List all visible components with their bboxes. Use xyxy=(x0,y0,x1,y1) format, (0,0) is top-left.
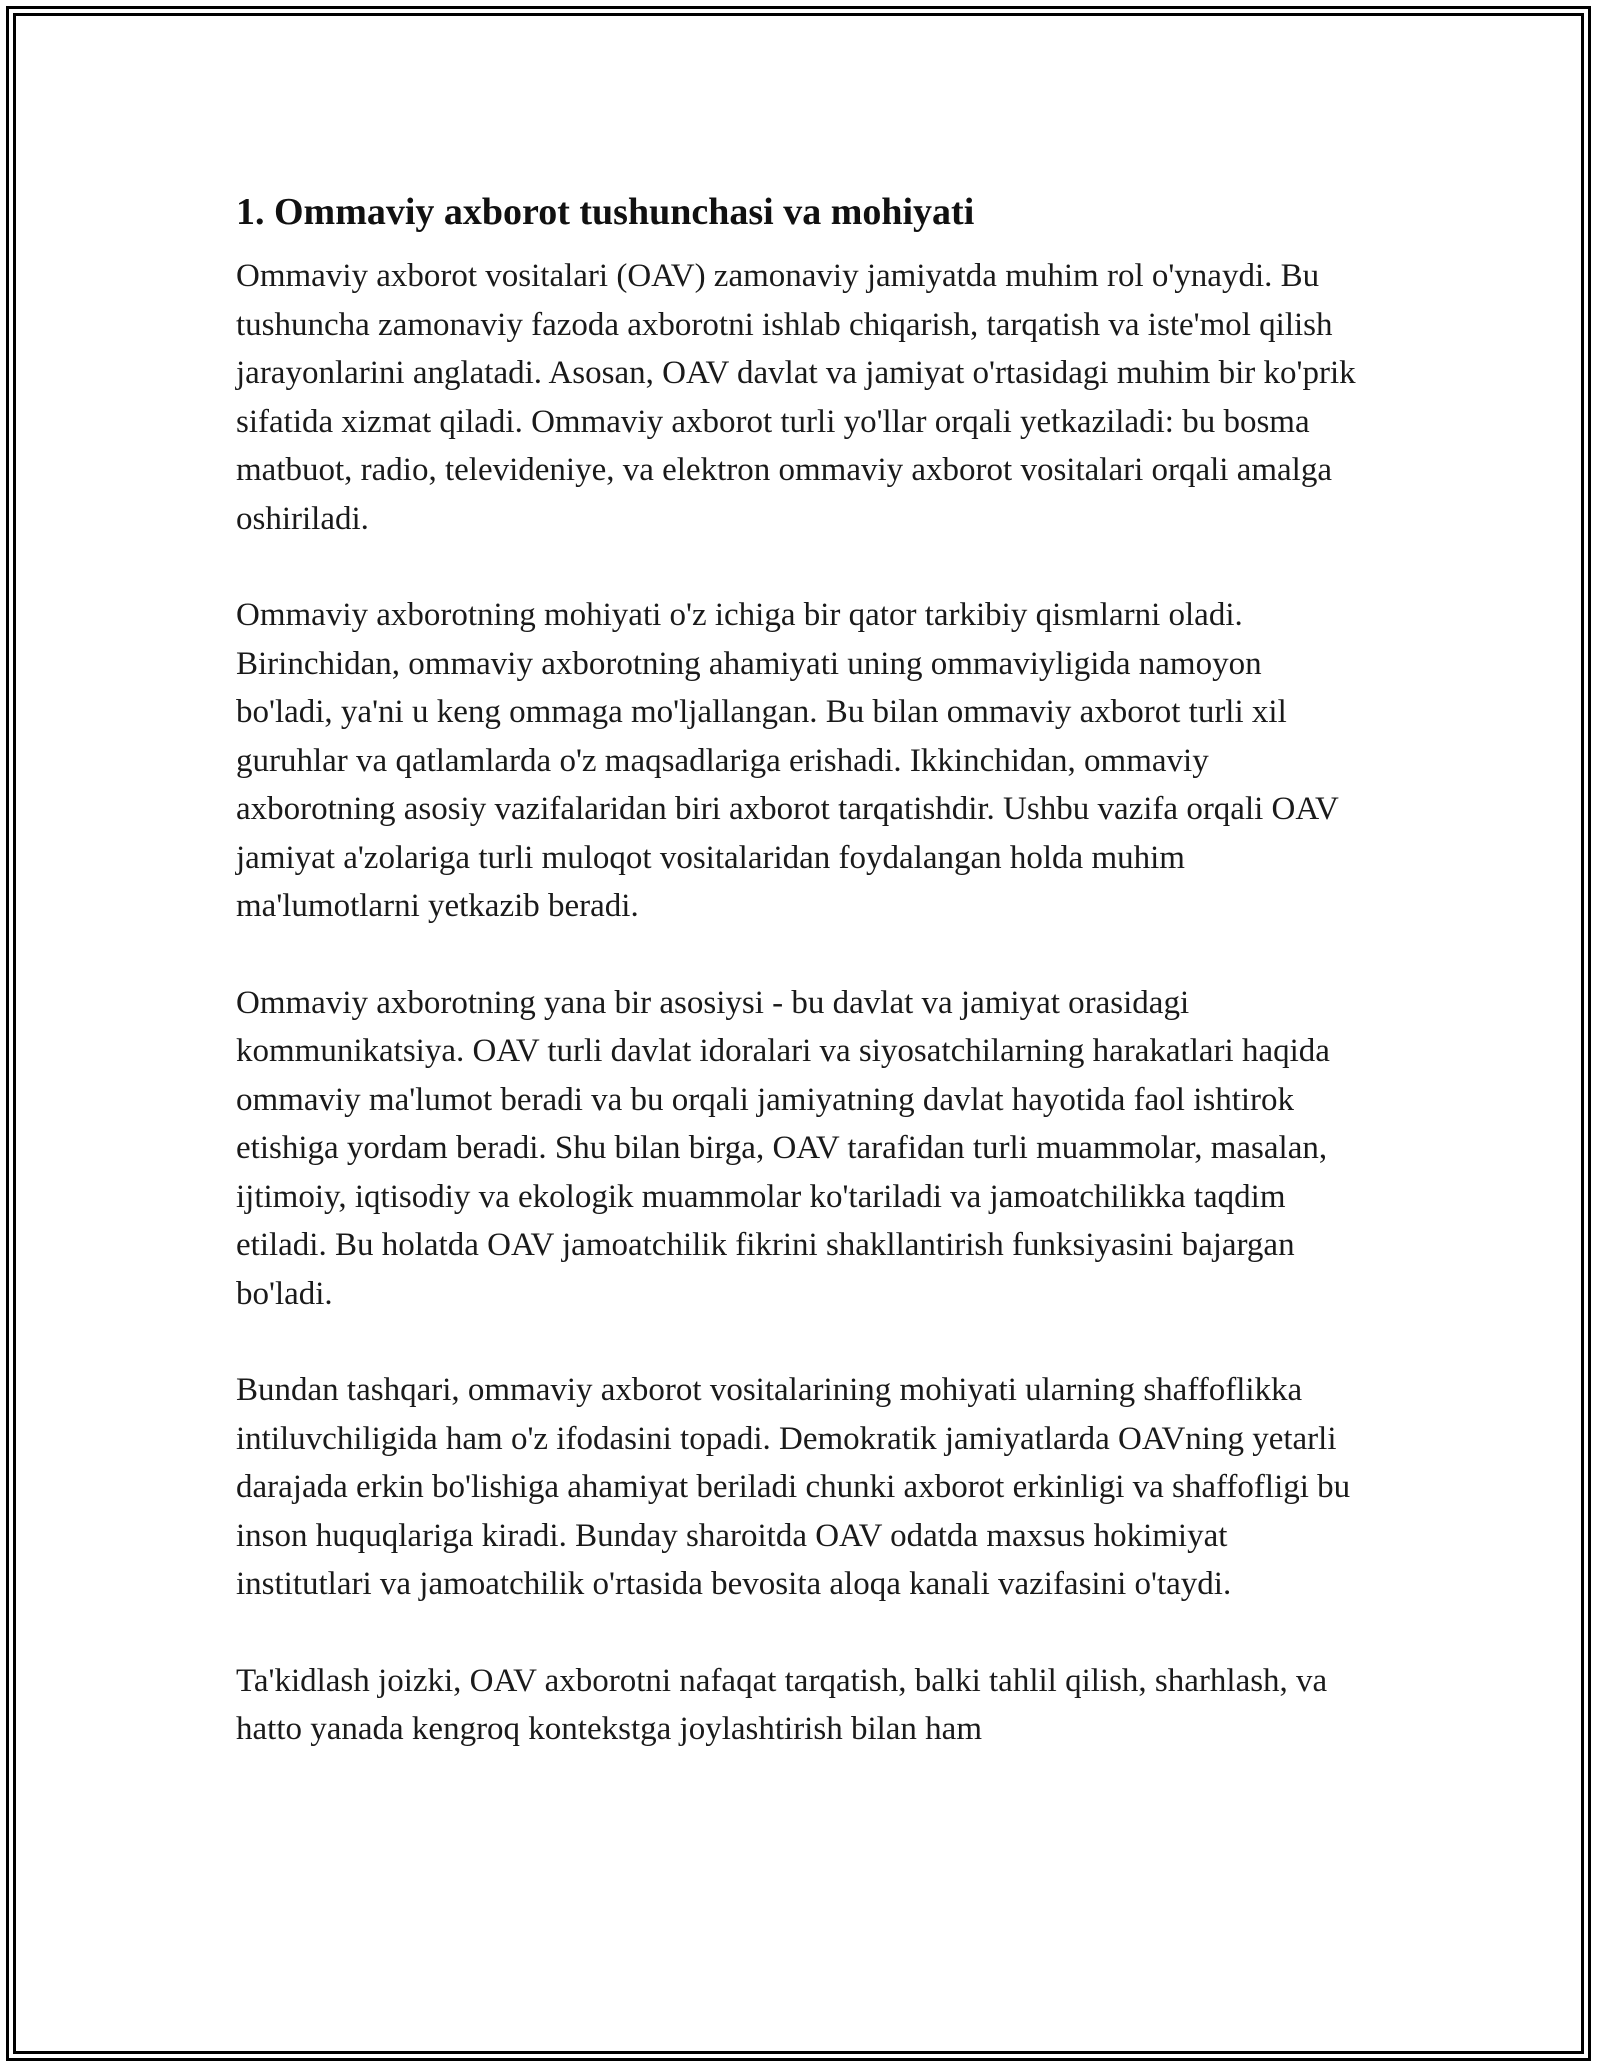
paragraph-3: Ommaviy axborotning yana bir asosiysi - bu davlat va jamiyat orasidagi kommunikatsiya. OAV turli davlat idoralari va siyosatchilarning harakatlari haqida ommaviy ma'lumot beradi va bu orqali jamiyatning davlat hayotida faol ishtirok etishiga yordam beradi. Shu bilan birga, OAV tarafidan turli muammolar, masalan, ijtimoiy, iqtisodiy va ekologik muammolar ko'tariladi va jamoatchilikka taqdim etiladi. Bu holatda OAV jamoatchilik fikrini shakllantirish funksiyasini bajargan bo'ladi. xyxy=(236,984,1330,1312)
section-heading: 1. Ommaviy axborot tushunchasi va mohiyati xyxy=(236,191,975,233)
paragraph-2: Ommaviy axborotning mohiyati o'z ichiga bir qator tarkibiy qismlarni oladi. Birinchidan, ommaviy axborotning ahamiyati uning ommaviyligida namoyon bo'ladi, ya'ni u keng ommaga mo'ljallangan. Bu bilan ommaviy axborot turli xil guruhlar va qatlamlarda o'z maqsadlariga erishadi. Ikkinchidan, ommaviy axborotning asosiy vazifalaridan biri axborot tarqatishdir. Ushbu vazifa orqali OAV jamiyat a'zolariga turli muloqot vositalaridan foydalangan holda muhim ma'lumotlarni yetkazib beradi. xyxy=(236,597,1339,924)
paragraph-4: Bundan tashqari, ommaviy axborot vositalarining mohiyati ularning shaffoflikka intiluvchiligida ham o'z ifodasini topadi. Demokratik jamiyatlarda OAVning yetarli darajada erkin bo'lishiga ahamiyat beriladi chunki axborot erkinligi va shaffofligi bu inson huquqlariga kiradi. Bunday sharoitda OAV odatda maxsus hokimiyat institutlari va jamoatchilik o'rtasida bevosita aloqa kanali vazifasini o'taydi. xyxy=(236,1372,1351,1602)
document-page xyxy=(236,188,1366,1754)
paragraph-5: Ta'kidlash joizki, OAV axborotni nafaqat tarqatish, balki tahlil qilish, sharhlash, va hatto yanada kengroq kontekstga joylashtirish bilan ham xyxy=(236,1662,1328,1747)
paragraph-1: Ommaviy axborot vositalari (OAV) zamonaviy jamiyatda muhim rol o'ynaydi. Bu tushuncha zamonaviy fazoda axborotni ishlab chiqarish, tarqatish va iste'mol qilish jarayonlarini anglatadi. Asosan, OAV davlat va jamiyat o'rtasidagi muhim bir ko'prik sifatida xizmat qiladi. Ommaviy axborot turli yo'llar orqali yetkaziladi: bu bosma matbuot, radio, televideniye, va elektron ommaviy axborot vositalari orqali amalga oshiriladi. xyxy=(236,258,1356,537)
